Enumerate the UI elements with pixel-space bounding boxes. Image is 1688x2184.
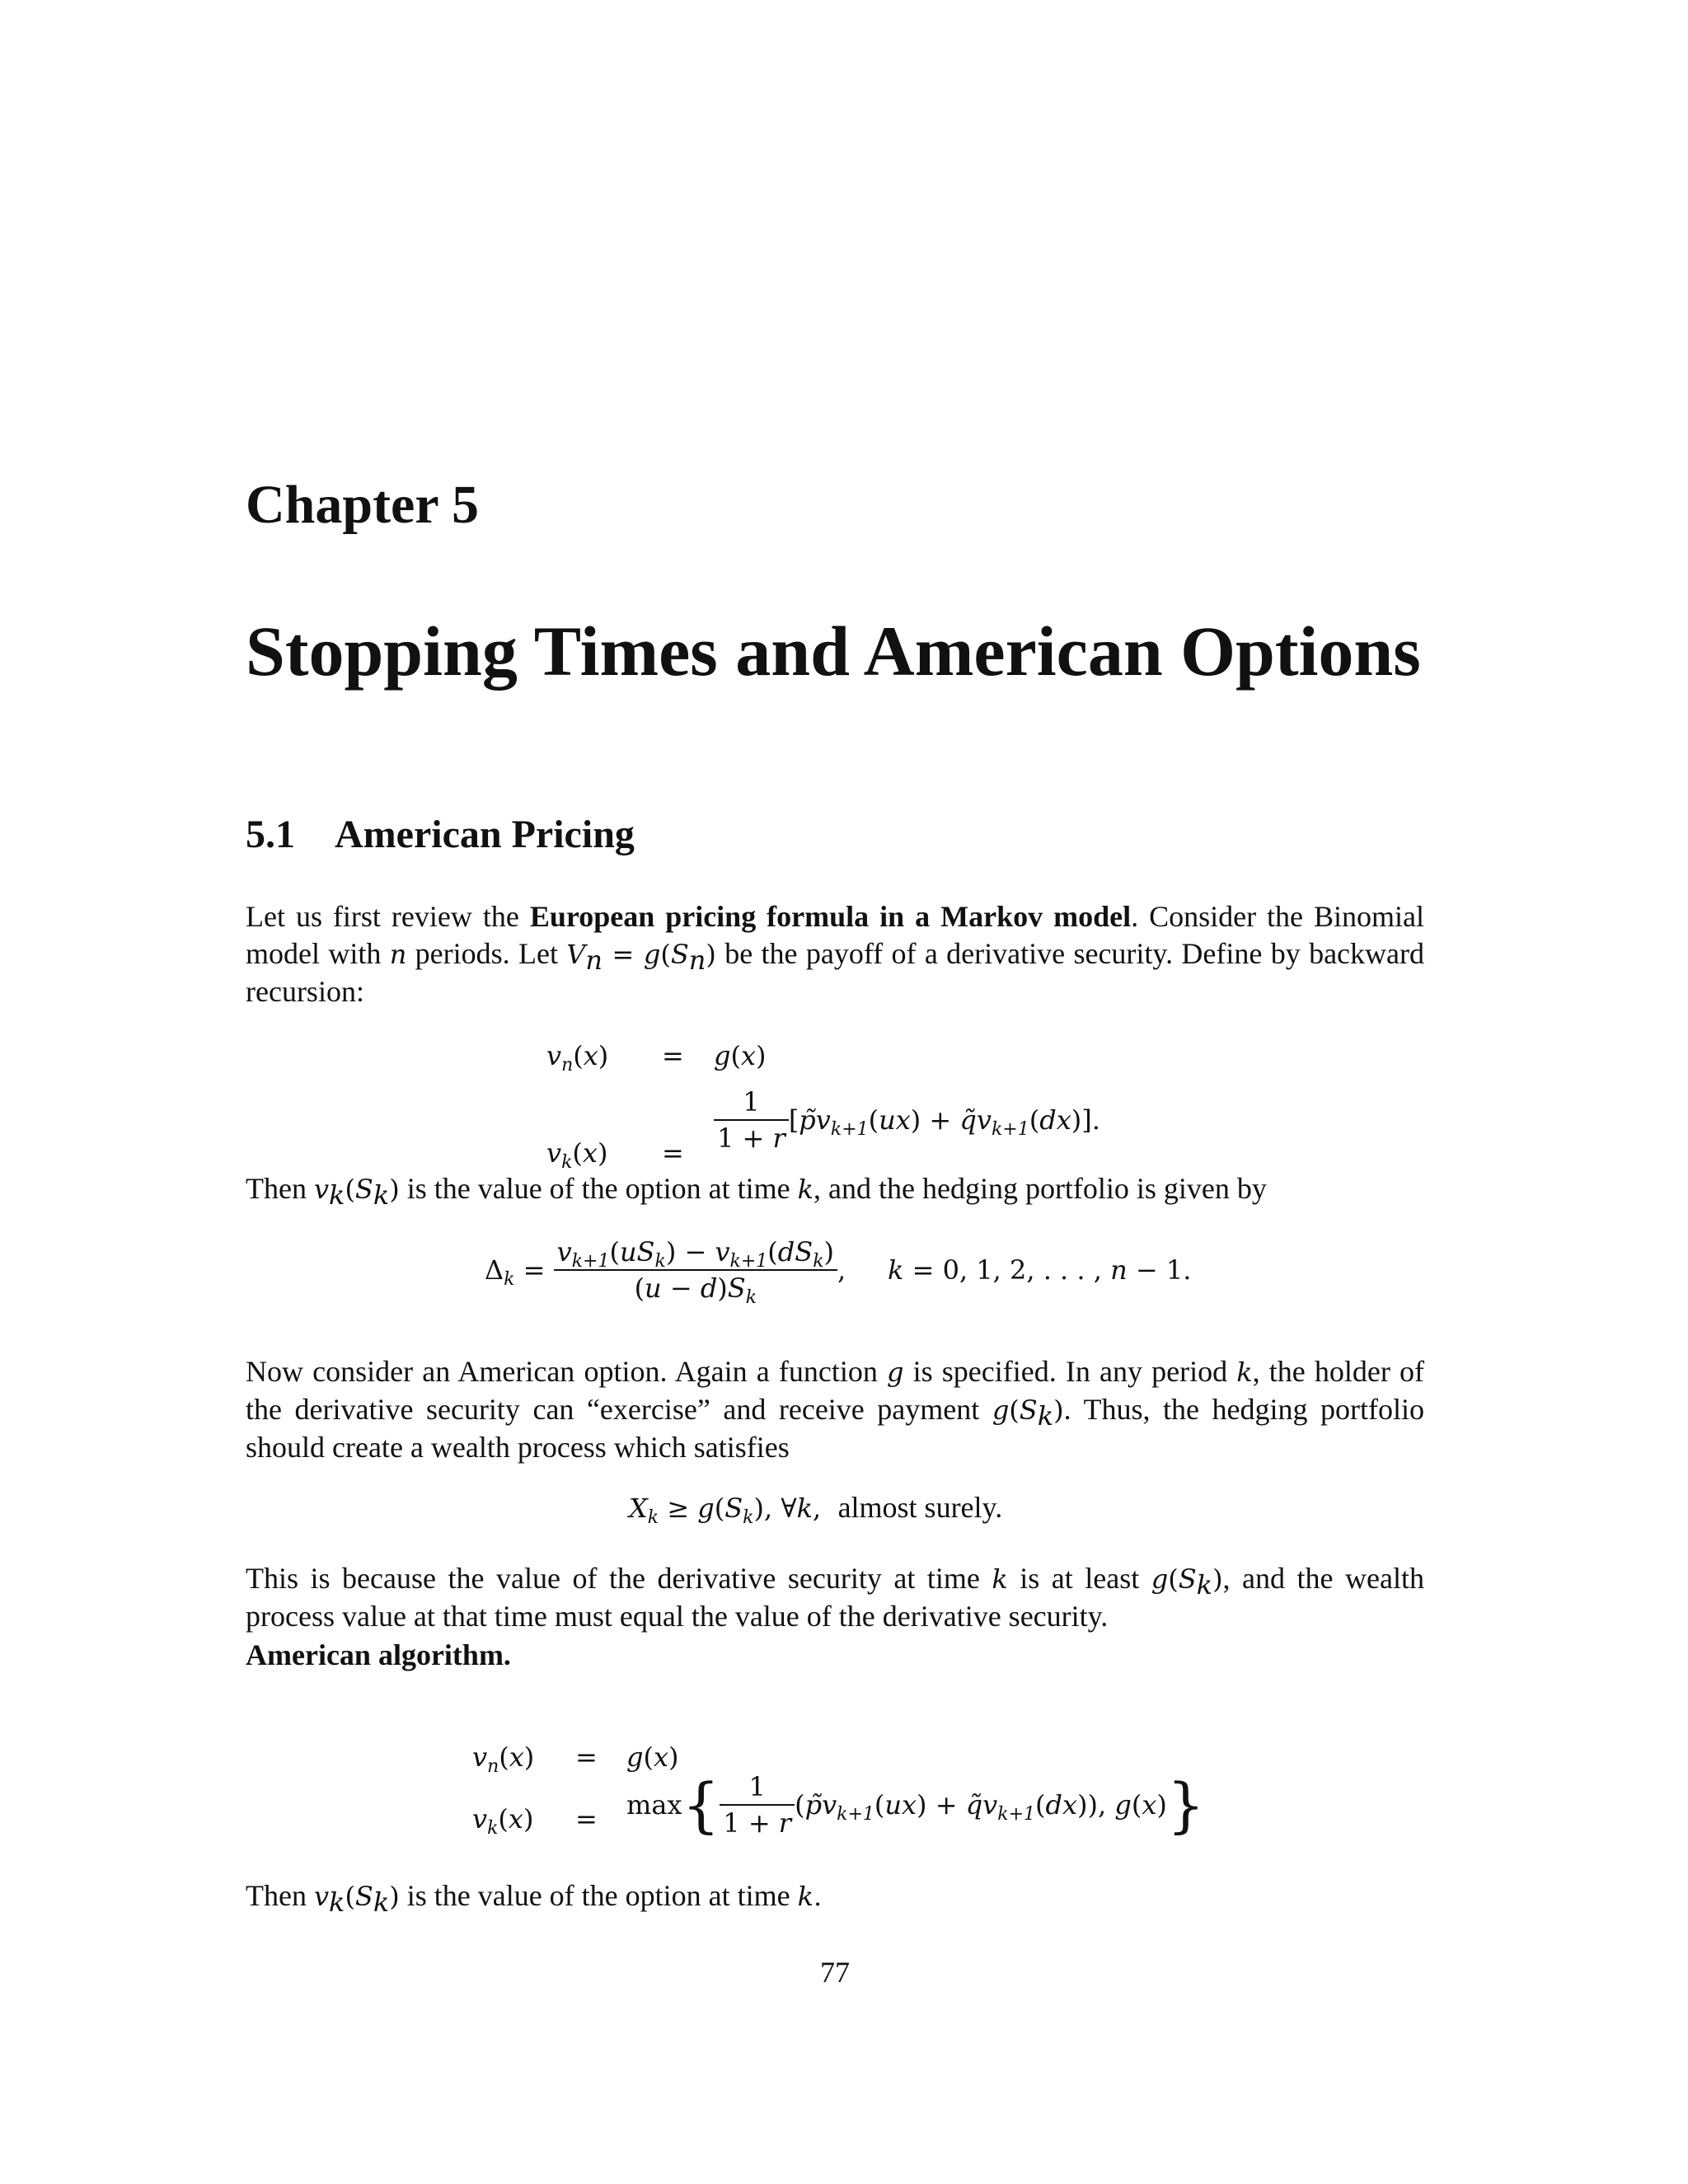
equation-delta: $\Delta_k$ = $\frac{v_{k+1}(uS_k) - v_{k+1}(dS_k)}{(u - d)S_k}$ , k = 0, 1, 2, . . . , n − 1. <box>485 1236 1192 1308</box>
page: Chapter 5 Stopping Times and American Options 5.1 American Pricing Let us first review the European pricing formula in a Markov model. Consider the Binomial model with n periods. Let $V_n = g(S_n)$ be the payoff of a derivative security. Define by backward recursion: $v_n(x)$ = g(x) $v_k(x)$ = $\frac{1}{1 + r}$ [$p̃v_{k+1}(ux)$ + $q̃v_{k+1}(dx)$]. Then $v_k(S_k)$ is the value of the option at time k, and the hedging portfolio is given by $\Delta_k$ = $\frac{v_{k+1}(uS_k) - v_{k+1}(dS_k)}{(u - d)S_k}$ , k = 0, 1, 2, . . . , n − 1. Now consider an American option. Again a function g is specified. In any period k, the holder of the derivative security can “exercise” and receive payment $g(S_k)$. Thus, the hedging portfolio should create a wealth process which satisfies $X_k \ge g(S_k)$, ∀k, almost surely. This is because the value of the derivative security at time k is at least $g(S_k)$, and the wealth process value at that time must equal the value of the derivative security. American algorithm. $v_n(x)$ = g(x) $v_k(x)$ = max{ $\frac{1}{1 + r}$ ($p̃v_{k+1}(ux)$ + $q̃v_{k+1}(dx)$), g(x)} Then $v_k(S_k)$ is the value of the option at time k. 77 <box>246 475 1425 1989</box>
paragraph-conclusion: Then $v_k(S_k)$ is the value of the option at time k. <box>246 1879 823 1918</box>
chapter-label: Chapter 5 <box>246 475 479 535</box>
section-heading <box>246 812 635 857</box>
bold-term: European pricing formula in a Markov model <box>529 900 1132 933</box>
algorithm-heading: American algorithm. <box>246 1638 511 1671</box>
paragraph-american-option: Now consider an American option. Again a function g is specified. In any period k, the holder of the derivative security can “exercise” and receive payment $g(S_k)$. Thus, the hedging portfolio should create a wealth process which satisfies <box>246 1355 1425 1464</box>
page-number: 77 <box>820 1956 850 1989</box>
chapter-title: Stopping Times and American Options <box>246 612 1421 691</box>
section-title: American Pricing <box>335 813 635 856</box>
paragraph-european-pricing: Let us first review the European pricing formula in a Markov model. Consider the Binomial model with n periods. Let $V_n = g(S_n)$ be the payoff of a derivative security. Define by backward recursion: <box>246 900 1425 1008</box>
equation-wealth-inequality: $X_k \ge g(S_k)$, ∀k, almost surely. <box>629 1491 1003 1528</box>
paragraph-value-explanation: This is because the value of the derivative security at time k is at least $g(S_k)$, and the wealth process value at that time must equal the value of the derivative security. <box>246 1562 1425 1633</box>
section-number: 5.1 <box>246 813 295 856</box>
paragraph-hedging: Then $v_k(S_k)$ is the value of the option at time k, and the hedging portfolio is given by <box>246 1172 1267 1211</box>
